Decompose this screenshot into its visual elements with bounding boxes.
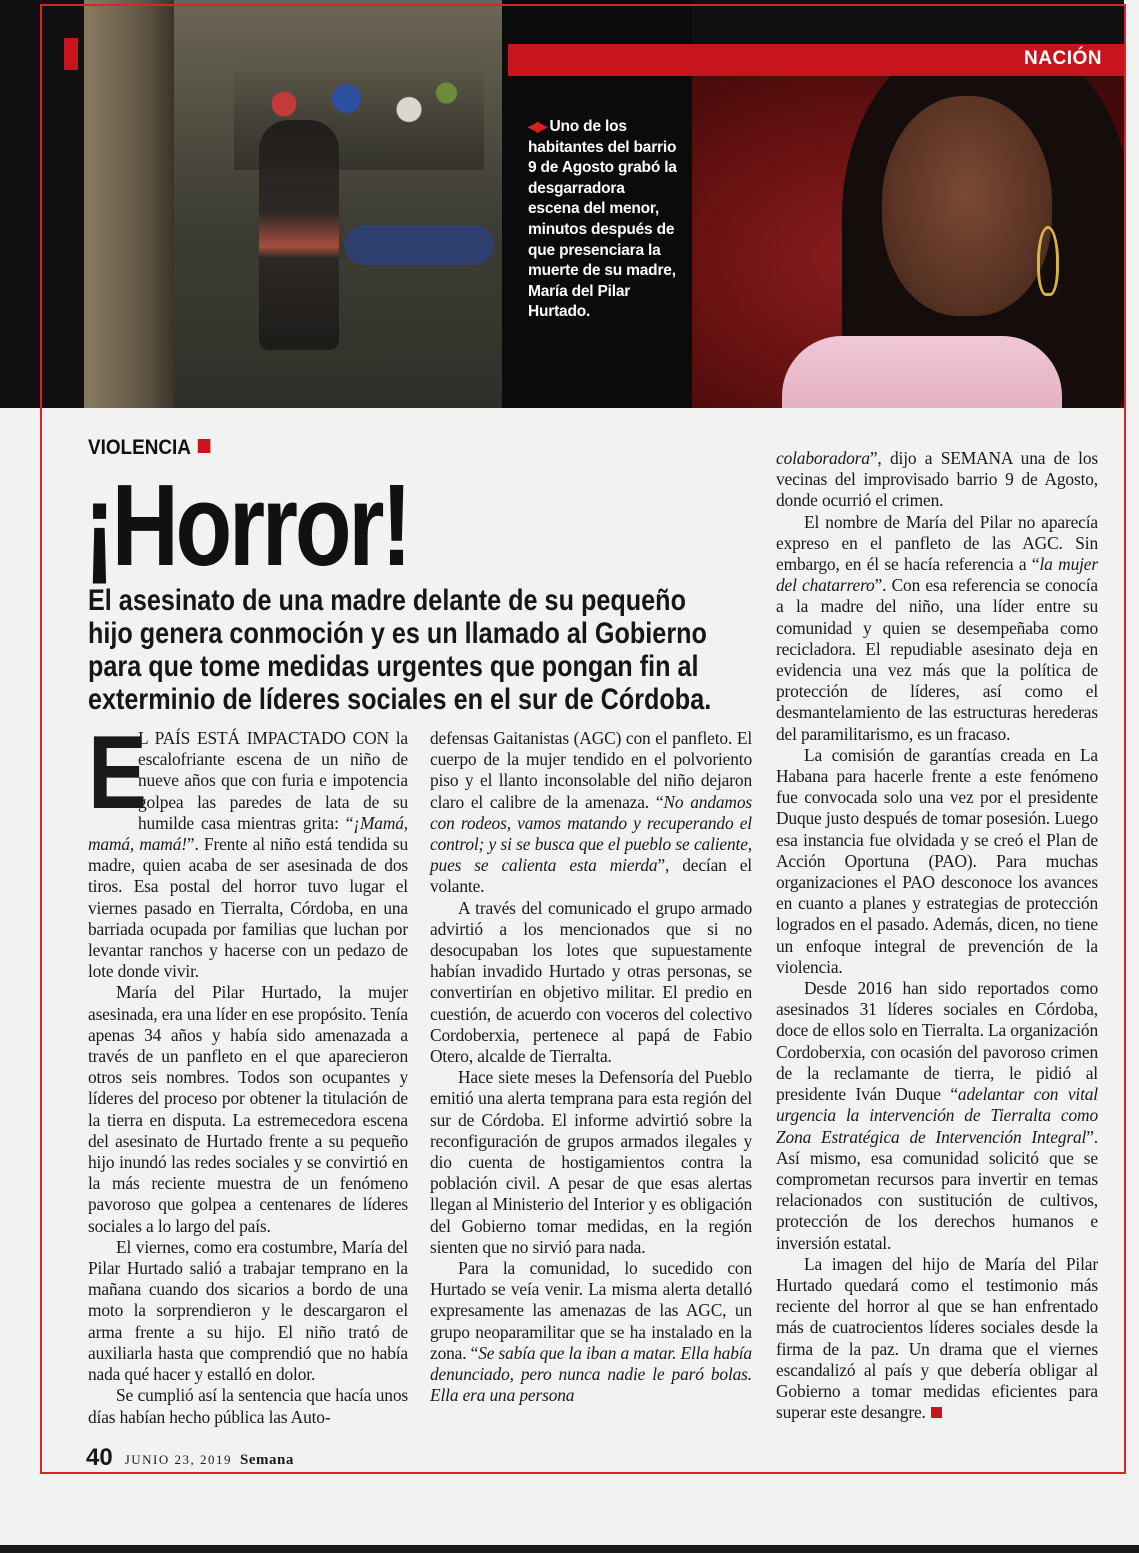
- page-number: 40: [86, 1444, 113, 1471]
- paragraph: El viernes, como era costumbre, María del Pilar Hurtado salió a trabajar temprano en la mañana cuando dos sicarios a bordo de una moto la sorprendieron y le descargaron el arma frente a su hijo. El niño trató de auxiliarla hasta que comprendió que no había nada qué hacer y estalló en dolor.: [88, 1236, 408, 1385]
- paragraph: defensas Gaitanistas (AGC) con el panfleto. El cuerpo de la mujer tendido en el polvoriento piso y el llanto inconsolable del niño dejaron claro el calibre de la amenaza. “No andamos con rodeos, vamos matando y recuperando el control; y si se busca que el pueblo se caliente, pues se calienta esta mierda”, decían el volante.: [430, 728, 752, 897]
- photo-video-still: [84, 0, 502, 408]
- scan-edge: [0, 1545, 1139, 1553]
- publication-name: Semana: [240, 1452, 294, 1468]
- paragraph: E L PAÍS ESTÁ IMPACTADO CON la escalofriante escena de un niño de nueve años que con furia e impotencia golpea las paredes de lata de su humilde casa mientras grita: “¡Mamá, mamá, mamá!”. Frente al niño está tendida su madre, quien acaba de ser asesinada de dos tiros. Esa postal del horror tuvo lugar el viernes pasado en Tierralta, Córdoba, en una barriada ocupada por familias que luchan por levantar ranchos y hacerse con un pedazo de lote donde vivir.: [88, 715, 408, 982]
- paragraph: Desde 2016 han sido reportados como asesinados 31 líderes sociales en Córdoba, doce de ellos solo en Tierralta. La organización Cordoberxia, con ocasión del pavoroso crimen de la reclamante de tierra, le pidió al presidente Iván Duque “adelantar con vital urgencia la intervención de Tierralta como Zona Estratégica de Intervención Integral”. Así mismo, esa comunidad solicitó que se comprometan recursos para invertir en temas relacionados con sustitución de cultivos, protección de los derechos humanos e inversión estatal.: [776, 978, 1098, 1253]
- caption-text: Uno de los habitantes del barrio 9 de Agosto grabó la desgarradora escena del menor, minutos después de que presenciara la muerte de su madre, María del Pilar Hurtado.: [528, 118, 677, 321]
- section-bar: [508, 44, 1124, 76]
- header-photos: [0, 0, 1124, 408]
- paragraph: Hace siete meses la Defensoría del Pueblo emitió una alerta temprana para esta región del sur de Córdoba. El informe advirtió sobre la reconfiguración de grupos armados ilegales y dio cuenta de hostigamientos contra la población civil. A pesar de que esas alertas llegan al Ministerio del Interior y es obligación del Gobierno tomar medidas, en la región sienten que no sirvió para nada.: [430, 1067, 752, 1257]
- article-kicker: [88, 436, 211, 460]
- section-label-nacion: NACIÓN: [1024, 48, 1102, 69]
- paragraph: El nombre de María del Pilar no aparecía expreso en el panfleto de las AGC. Sin embargo, en él se hacía referencia a “la mujer del chatarrero”. Con esa referencia se conocía a la madre del niño, una líder entre su comunidad y quien se desempeñaba como recicladora. El repudiable asesinato deja en evidencia una vez más que la política de protección de líderes, así como el desmantelamiento de las estructuras herederas del paramilitarismo, es un fracaso.: [776, 511, 1098, 744]
- section-tab-marker: [64, 38, 78, 70]
- kicker-square-icon: [198, 439, 211, 453]
- article-headline: ¡Horror!: [84, 460, 409, 590]
- paragraph: colaboradora”, dijo a SEMANA una de los vecinas del improvisado barrio 9 de Agosto, donde ocurrió el crimen.: [776, 448, 1098, 511]
- dropcap: E: [88, 715, 147, 831]
- paragraph: A través del comunicado el grupo armado advirtió a los mencionados que si no desocupaban los lotes que supuestamente habían invadido Hurtado y otras personas, se convertirían en objetivo militar. El predio en cuestión, de acuerdo con voceros del colectivo Cordoberxia, pertenece al papá de Fabio Otero, alcalde de Tierralta.: [430, 897, 752, 1067]
- page-footer: [86, 1444, 294, 1472]
- article-column-1: [88, 715, 408, 1428]
- paragraph: La imagen del hijo de María del Pilar Hurtado quedará como el testimonio más reciente del horror al que se han enfrentado más de cuatrocientos líderes sociales desde la firma de la paz. Un drama que el viernes escandalizó al país y que debería obligar al Gobierno a tomar medidas eficientes para superar este desangre.: [776, 1253, 1098, 1423]
- kicker-text: VIOLENCIA: [88, 436, 191, 459]
- issue-date: JUNIO 23, 2019: [124, 1452, 233, 1467]
- paragraph: María del Pilar Hurtado, la mujer asesinada, era una líder en ese propósito. Tenía apenas 34 años y había sido amenazada a través de un panfleto en el que aparecieron otros seis nombres. Todos son ocupantes y líderes del proceso por obtener la titulación de la tierra en disputa. La estremecedora escena del asesinato de Hurtado frente a su pequeño hijo inundó las redes sociales y se convirtió en la más reciente muestra de un fenómeno pavoroso que golpea a centenares de líderes sociales a lo largo del país.: [88, 982, 408, 1236]
- article-column-2: [430, 728, 752, 1407]
- paragraph: La comisión de garantías creada en La Habana para hacerle frente a este fenómeno fue convocada solo una vez por el presidente Duque justo después de tomar posesión. Luego esa instancia fue olvidada y se creó el Plan de Acción Oportuna (PAO). Para muchas organizaciones el PAO desconoce los avances en cuanto a planes y estrategias de protección logrados en el pasado. Además, dicen, no tiene un enfoque integral de prevención de la violencia.: [776, 744, 1098, 977]
- article-column-3: [776, 448, 1098, 1423]
- paragraph: Para la comunidad, lo sucedido con Hurtado se veía venir. La misma alerta detalló expresamente las amenazas de las AGC, un grupo neoparamilitar que se ha instalado en la zona. “Se sabía que la iban a matar. Ella había denunciado, pero nunca nadie le paró bolas. Ella era una persona: [430, 1258, 752, 1406]
- photo-caption: [528, 116, 678, 323]
- caption-arrows-icon: ◀▶: [528, 118, 546, 134]
- end-mark-icon: [931, 1407, 942, 1418]
- photo-portrait: [692, 76, 1124, 408]
- article-deck: El asesinato de una madre delante de su pequeño hijo genera conmoción y es un llamado al Gobierno para que tome medidas urgentes que pongan fin al exterminio de líderes sociales en el sur de Córdoba.: [88, 584, 712, 716]
- paragraph: Se cumplió así la sentencia que hacía unos días habían hecho pública las Auto-: [88, 1385, 408, 1427]
